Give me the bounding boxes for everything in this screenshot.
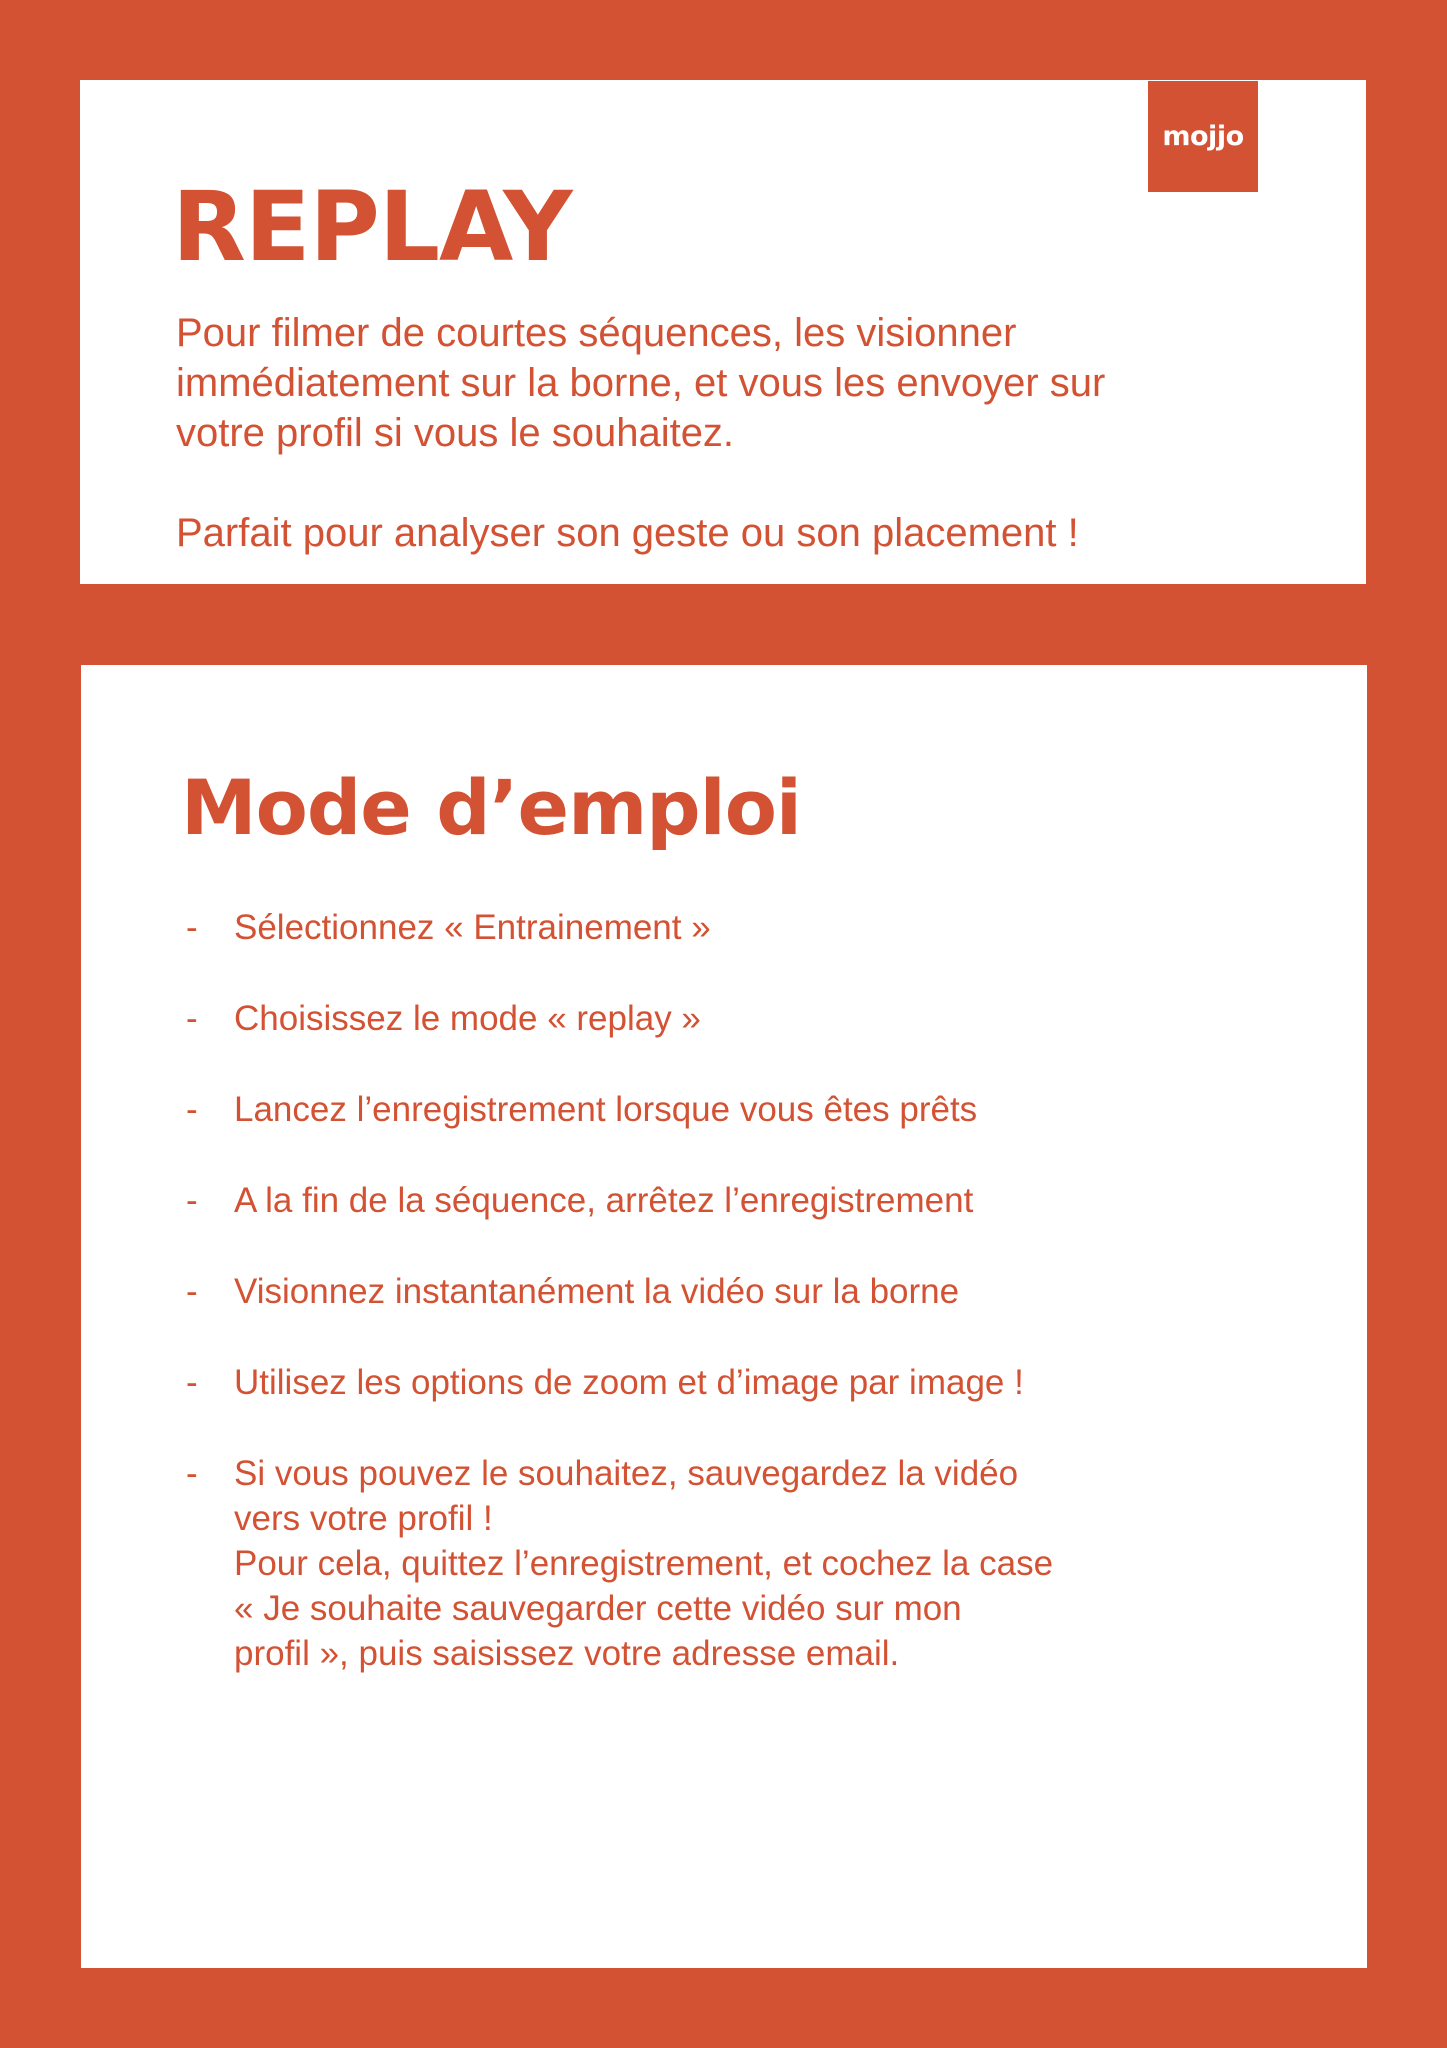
bullet-dash: - xyxy=(186,999,198,1038)
bullet-dash: - xyxy=(186,1090,198,1129)
instruction-text: Choisissez le mode « replay » xyxy=(234,999,701,1038)
intro-line: Pour filmer de courtes séquences, les visionner xyxy=(176,311,1017,355)
intro-text xyxy=(176,308,1276,558)
instruction-text: Visionnez instantanément la vidéo sur la borne xyxy=(234,1272,960,1311)
instruction-text: Pour cela, quittez l’enregistrement, et cochez la case xyxy=(234,1544,1054,1583)
instruction-text: profil », puis saisissez votre adresse email. xyxy=(234,1634,900,1673)
bullet-dash: - xyxy=(186,1454,198,1493)
mojjo-logo xyxy=(1148,81,1258,192)
instruction-text: Sélectionnez « Entrainement » xyxy=(234,908,711,947)
instructions-list xyxy=(186,905,1246,1722)
instruction-step xyxy=(186,1087,1246,1132)
instruction-text: Lancez l’enregistrement lorsque vous êtes prêts xyxy=(234,1090,978,1129)
instruction-step xyxy=(186,1360,1246,1405)
intro-line: immédiatement sur la borne, et vous les envoyer sur xyxy=(176,361,1106,405)
bullet-dash: - xyxy=(186,908,198,947)
intro-description xyxy=(176,308,1276,458)
bullet-dash: - xyxy=(186,1272,198,1311)
intro-tagline: Parfait pour analyser son geste ou son placement ! xyxy=(176,511,1079,555)
instruction-step xyxy=(186,1451,1246,1676)
instructions-title: Mode d’emploi xyxy=(181,763,801,852)
bullet-dash: - xyxy=(186,1181,198,1220)
page-title: REPLAY xyxy=(172,171,572,283)
instruction-step xyxy=(186,905,1246,950)
instruction-step xyxy=(186,1178,1246,1223)
intro-line: votre profil si vous le souhaitez. xyxy=(176,411,735,455)
instruction-text: Si vous pouvez le souhaitez, sauvegardez la vidéo xyxy=(234,1454,1019,1493)
instruction-step xyxy=(186,996,1246,1041)
instruction-text: Utilisez les options de zoom et d’image par image ! xyxy=(234,1363,1024,1402)
instruction-text: « Je souhaite sauvegarder cette vidéo sur mon xyxy=(234,1589,962,1628)
instruction-text: vers votre profil ! xyxy=(234,1499,493,1538)
instruction-text: A la fin de la séquence, arrêtez l’enregistrement xyxy=(234,1181,974,1220)
logo-text: mojjo xyxy=(1162,121,1244,152)
instruction-step xyxy=(186,1269,1246,1314)
bullet-dash: - xyxy=(186,1363,198,1402)
